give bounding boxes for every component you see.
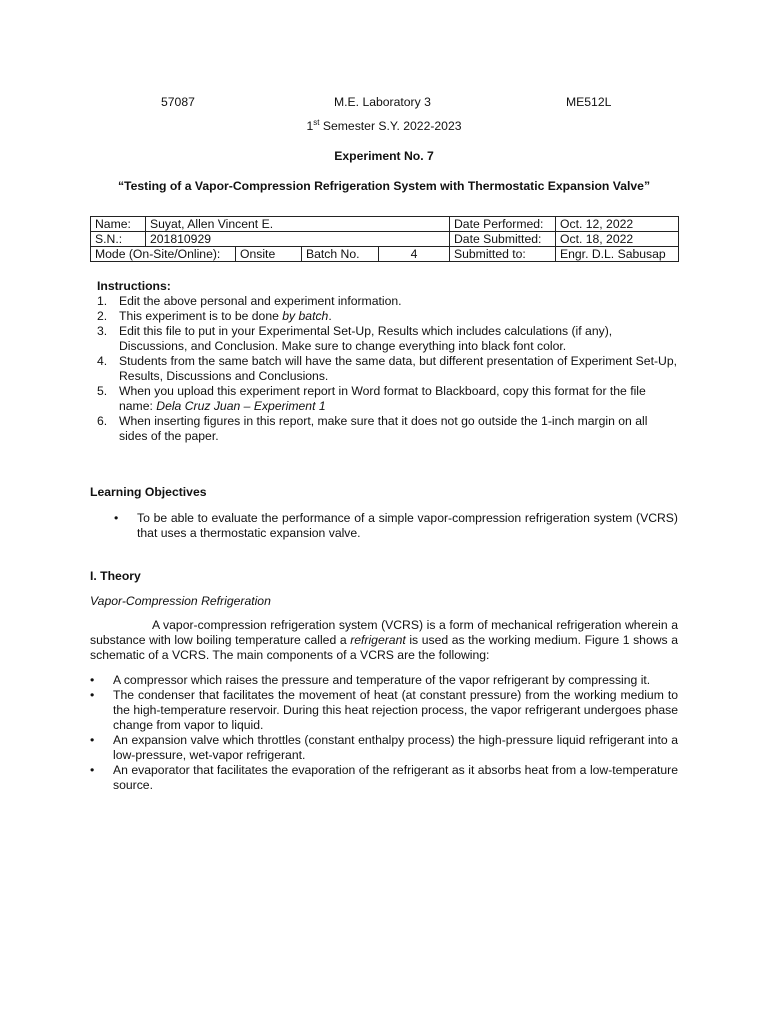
table-row [91, 217, 679, 232]
list-text: Edit the above personal and experiment information. [119, 294, 402, 308]
list-number: 2. [97, 309, 108, 323]
semester-number: 1 [306, 119, 314, 133]
list-text: When inserting figures in this report, make sure that it does not go outside the 1-inch margin on all sides of the paper. [119, 414, 648, 443]
course-code: 57087 [161, 95, 195, 109]
experiment-number: Experiment No. 7 [334, 149, 434, 163]
list-text-emphasis: by batch [282, 309, 329, 323]
list-text-emphasis: Dela Cruz Juan – Experiment 1 [156, 399, 326, 413]
bullet-icon: • [90, 688, 95, 702]
list-item [90, 763, 678, 793]
batch-value[interactable]: 4 [379, 247, 450, 262]
course-section: ME512L [566, 95, 612, 109]
objective-text: To be able to evaluate the performance of a simple vapor-compression refrigeration system (VCRS) that uses a thermostatic expansion valve. [137, 511, 678, 540]
instructions-list [97, 294, 677, 444]
list-item [97, 384, 677, 414]
course-name: M.E. Laboratory 3 [334, 95, 431, 109]
sn-label: S.N.: [91, 232, 146, 247]
semester-superscript: st [313, 117, 320, 127]
date-performed-value[interactable]: Oct. 12, 2022 [556, 217, 679, 232]
name-value[interactable]: Suyat, Allen Vincent E. [146, 217, 450, 232]
bullet-icon: • [114, 511, 119, 525]
mode-value[interactable]: Onsite [236, 247, 302, 262]
bullet-icon: • [90, 733, 95, 747]
learning-objectives-title: Learning Objectives [90, 485, 207, 499]
list-text: An evaporator that facilitates the evaporation of the refrigerant as it absorbs heat from a low-temperature source. [113, 763, 678, 792]
date-performed-label: Date Performed: [450, 217, 556, 232]
list-text: When you upload this experiment report in Word format to Blackboard, copy this format for the file name: [119, 384, 646, 413]
list-item [97, 414, 677, 444]
bullet-icon: • [90, 673, 95, 687]
batch-label: Batch No. [302, 247, 379, 262]
list-item [90, 673, 678, 688]
theory-title: I. Theory [90, 569, 141, 583]
semester-text: Semester S.Y. 2022-2023 [319, 119, 462, 133]
list-text: . [328, 309, 332, 323]
list-number: 6. [97, 414, 108, 428]
list-text: This experiment is to be done [119, 309, 283, 323]
submitted-to-value[interactable]: Engr. D.L. Sabusap [556, 247, 679, 262]
components-list [90, 673, 678, 793]
bullet-icon: • [90, 763, 95, 777]
date-submitted-label: Date Submitted: [450, 232, 556, 247]
semester-line [0, 119, 768, 134]
list-text: The condenser that facilitates the movement of heat (at constant pressure) from the working medium to the high-temperature reservoir. During this heat rejection process, the vapor refrigerant undergoes phase change from vapor to liquid. [113, 688, 678, 732]
list-item [97, 294, 677, 309]
list-item [97, 354, 677, 384]
list-item [97, 324, 677, 354]
list-text: An expansion valve which throttles (constant enthalpy process) the high-pressure liquid refrigerant into a low-pressure, wet-vapor refrigerant. [113, 733, 678, 762]
paragraph-text: is used as the working medium. Figure 1 shows a schematic of a VCRS. The main components of a VCRS are the following: [90, 633, 678, 662]
date-submitted-value[interactable]: Oct. 18, 2022 [556, 232, 679, 247]
personal-info-table [90, 216, 679, 262]
learning-objective-item [114, 511, 678, 541]
list-number: 1. [97, 294, 108, 308]
name-label: Name: [91, 217, 146, 232]
list-text: Students from the same batch will have the same data, but different presentation of Experiment Set-Up, Results, Discussions and Conclusions. [119, 354, 677, 383]
paragraph-text: A vapor-compression refrigeration system (VCRS) is a form of mechanical refrigeration wherein a substance with low boiling temperature called a [90, 618, 678, 647]
list-number: 3. [97, 324, 108, 338]
list-text: Edit this file to put in your Experimental Set-Up, Results which includes calculations (if any), Discussions, and Conclusion. Make sure to change everything into black font color. [119, 324, 613, 353]
theory-paragraph [90, 618, 678, 663]
table-row [91, 247, 679, 262]
instructions-block [97, 279, 677, 444]
instructions-title: Instructions: [97, 279, 171, 293]
list-number: 4. [97, 354, 108, 368]
document-header [0, 95, 768, 111]
list-number: 5. [97, 384, 108, 398]
list-item [97, 309, 677, 324]
list-text: A compressor which raises the pressure and temperature of the vapor refrigerant by compressing it. [113, 673, 651, 687]
table-row [91, 232, 679, 247]
list-item [90, 733, 678, 763]
list-item [90, 688, 678, 733]
submitted-to-label: Submitted to: [450, 247, 556, 262]
sn-value[interactable]: 201810929 [146, 232, 450, 247]
paragraph-emphasis: refrigerant [350, 633, 406, 647]
experiment-title: “Testing of a Vapor-Compression Refrigeration System with Thermostatic Expansion Valve” [117, 179, 651, 193]
theory-subtitle: Vapor-Compression Refrigeration [90, 594, 271, 608]
mode-label: Mode (On-Site/Online): [91, 247, 236, 262]
